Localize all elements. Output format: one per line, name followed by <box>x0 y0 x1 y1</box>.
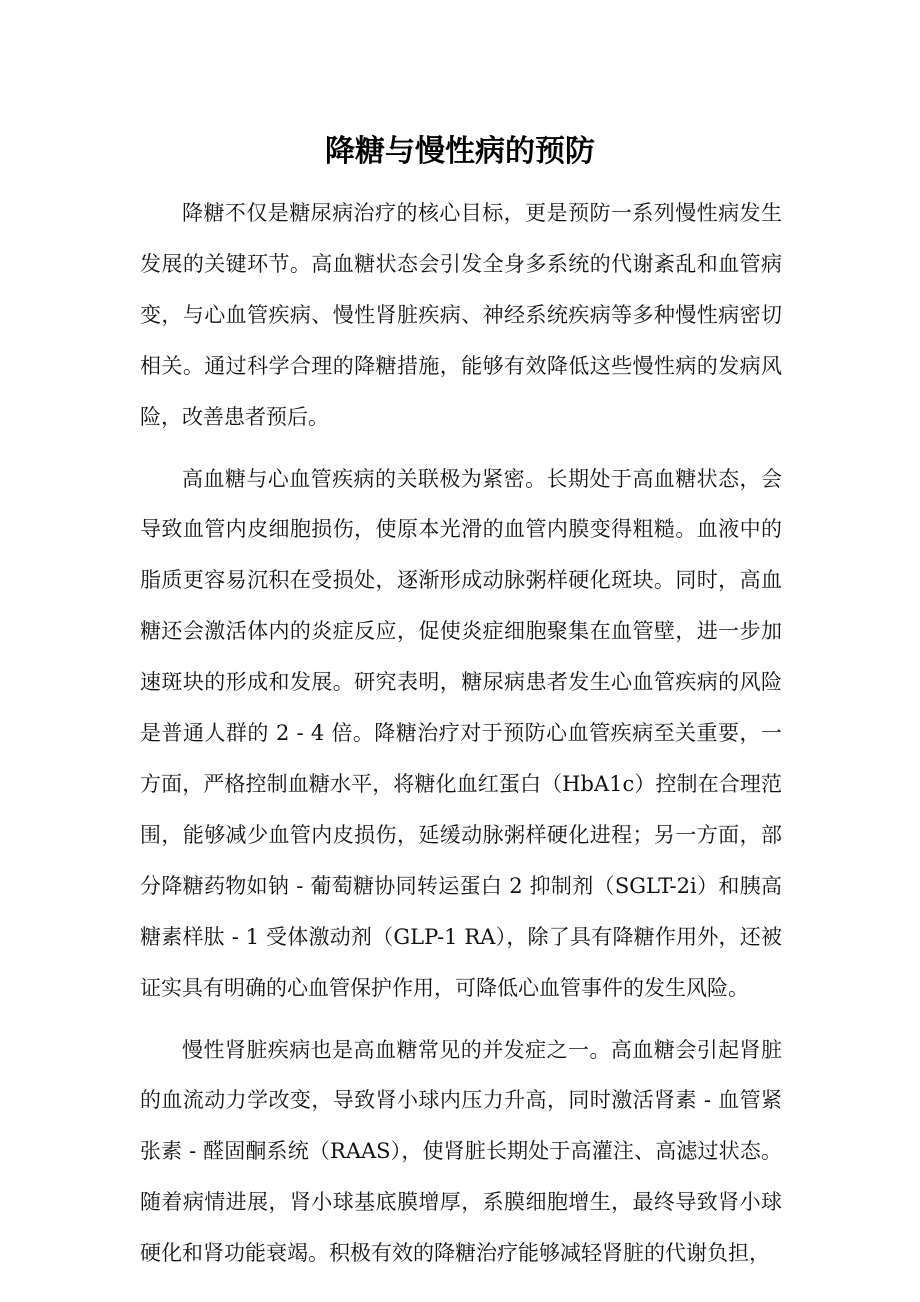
paragraph-kidney: 慢性肾脏疾病也是高血糖常见的并发症之一。高血糖会引起肾脏的血流动力学改变，导致肾小球内压力升高，同时激活肾素 - 血管紧张素 - 醛固酮系统（RAAS），使肾脏长期处于高灌注、高滤过状态。随着病情进展，肾小球基底膜增厚，系膜细胞增生，最终导致肾小球硬化和肾功能衰竭。积极有效的降糖治疗能够减轻肾脏的代谢负担， <box>140 1037 782 1266</box>
document-body <box>140 188 782 1290</box>
paragraph-cardiovascular: 高血糖与心血管疾病的关联极为紧密。长期处于高血糖状态，会导致血管内皮细胞损伤，使原本光滑的血管内膜变得粗糙。血液中的脂质更容易沉积在受损处，逐渐形成动脉粥样硬化斑块。同时，高血糖还会激活体内的炎症反应，促使炎症细胞聚集在血管壁，进一步加速斑块的形成和发展。研究表明，糖尿病患者发生心血管疾病的风险是普通人群的 2 - 4 倍。降糖治疗对于预防心血管疾病至关重要，一方面，严格控制血糖水平，将糖化血红蛋白（HbA1c）控制在合理范围，能够减少血管内皮损伤，延缓动脉粥样硬化进程；另一方面，部分降糖药物如钠 - 葡萄糖协同转运蛋白 2 抑制剂（SGLT-2i）和胰高糖素样肽 - 1 受体激动剂（GLP-1 RA），除了具有降糖作用外，还被证实具有明确的心血管保护作用，可降低心血管事件的发生风险。 <box>140 466 782 1000</box>
document-title: 降糖与慢性病的预防 <box>325 134 595 169</box>
paragraph-intro: 降糖不仅是糖尿病治疗的核心目标，更是预防一系列慢性病发生发展的关键环节。高血糖状态会引发全身多系统的代谢紊乱和血管病变，与心血管疾病、慢性肾脏疾病、神经系统疾病等多种慢性病密切相关。通过科学合理的降糖措施，能够有效降低这些慢性病的发病风险，改善患者预后。 <box>140 201 782 429</box>
